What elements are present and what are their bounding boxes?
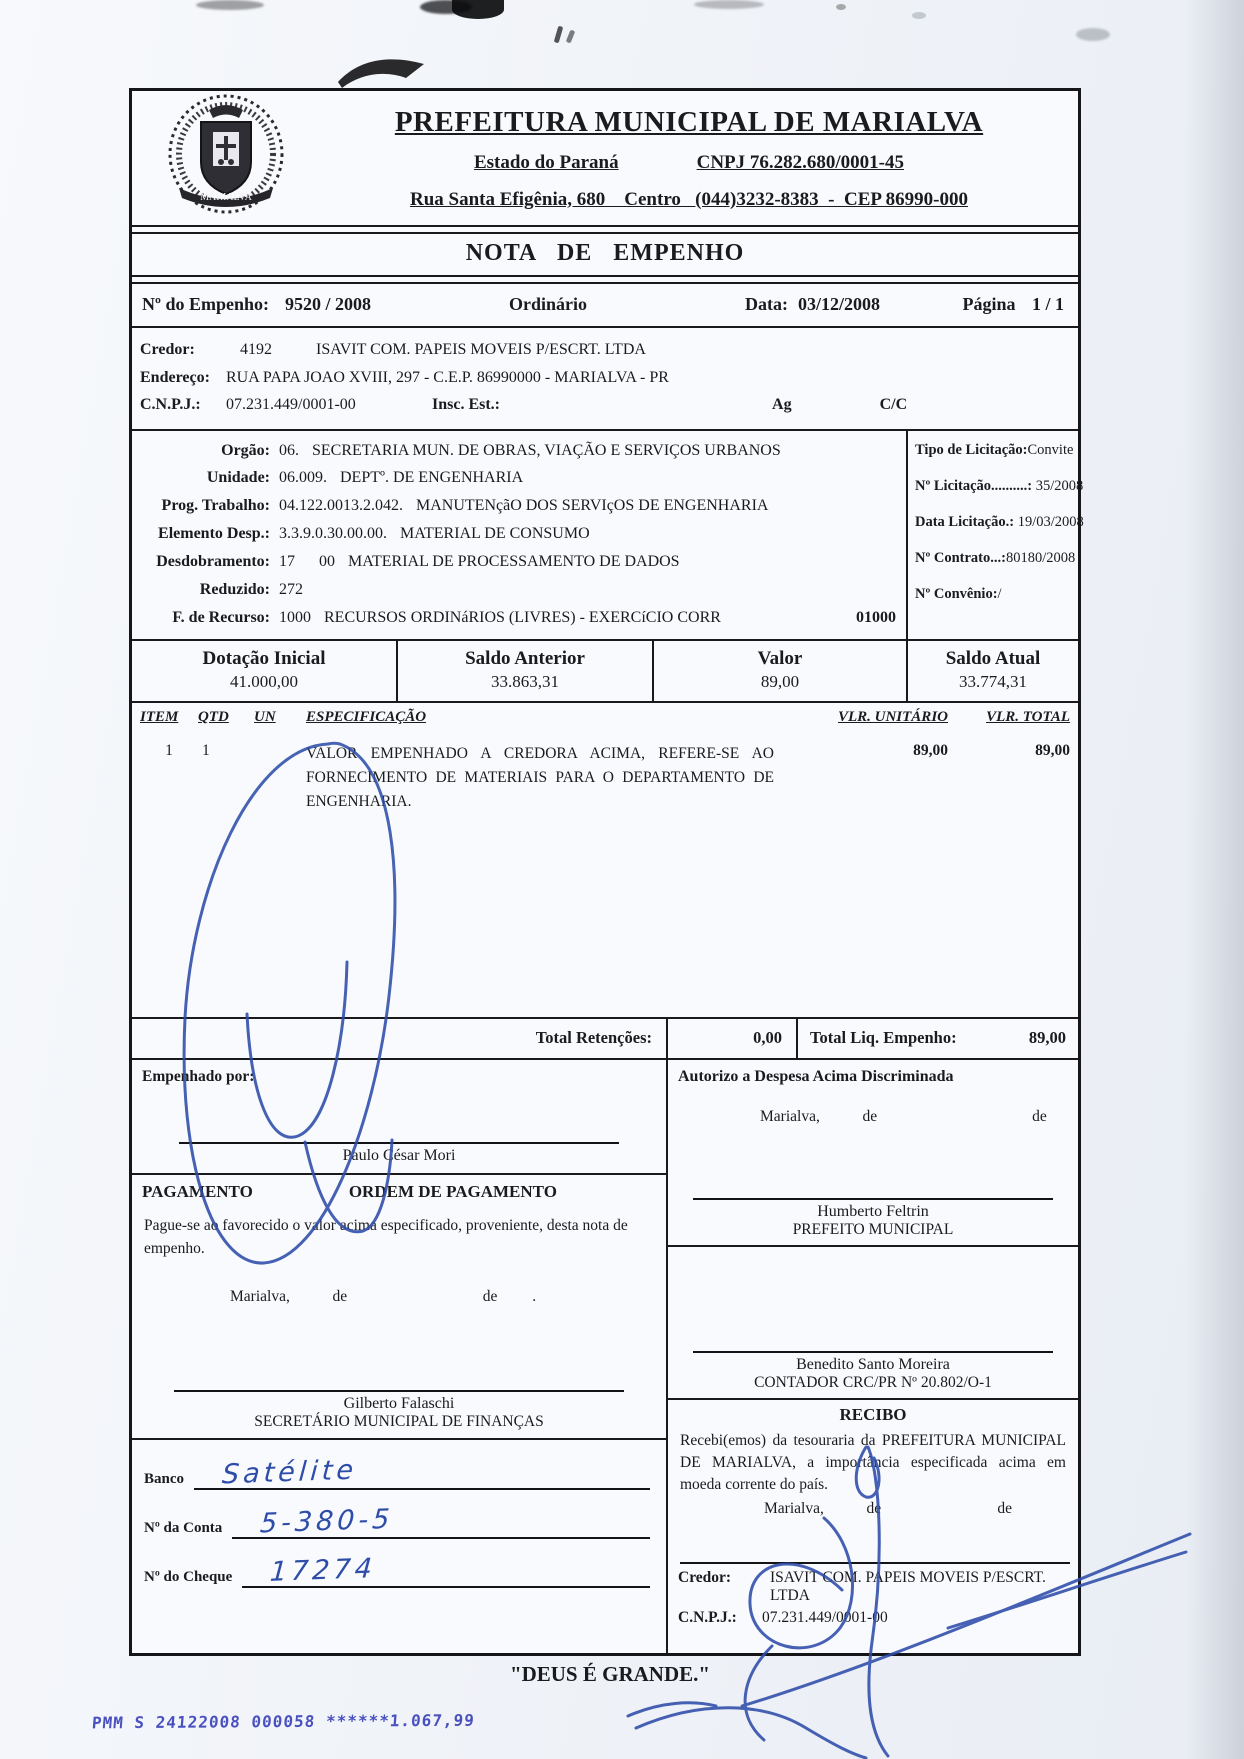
motto-text: "DEUS É GRANDE." bbox=[509, 1662, 711, 1686]
payment-title: PAGAMENTO bbox=[142, 1182, 253, 1202]
handwritten-bank-name: Satélite bbox=[220, 1454, 359, 1491]
creditor-cnpj-value: 07.231.449/0001-00 bbox=[226, 396, 356, 414]
line-label: Nº Contrato...: bbox=[915, 549, 1006, 566]
item-unit-value: 89,00 bbox=[913, 742, 948, 760]
cheque-number-label: Nº do Cheque bbox=[144, 1569, 233, 1586]
dot-matrix-print-line: PMM S 24122008 000058 ******1.067,99 bbox=[91, 1710, 476, 1733]
handwritten-cheque-number: 17274 bbox=[269, 1553, 378, 1589]
address-label: Endereço: bbox=[140, 368, 210, 386]
row-desc: MANUTENçãO DOS SERVIçOS DE ENGENHARIA bbox=[416, 497, 769, 515]
creditor-address: RUA PAPA JOAO XVIII, 297 - C.E.P. 86990000 - MARIALVA - PR bbox=[226, 368, 669, 386]
row-label: Elemento Desp.: bbox=[158, 525, 270, 543]
receipt-text: Recebi(emos) da tesouraria da PREFEITURA MUNICIPAL DE MARIALVA, a importância especificada acima em moeda corrente do país. bbox=[680, 1432, 1066, 1494]
page-value: 1 / 1 bbox=[1031, 294, 1064, 314]
bank-fields bbox=[132, 1440, 666, 1613]
balance-saldo-anterior bbox=[398, 641, 654, 701]
budget-section bbox=[132, 431, 1084, 642]
authorization-city-date-line: Marialva, de de bbox=[760, 1108, 1047, 1126]
payment-column bbox=[132, 1060, 668, 1653]
line-value: Convite bbox=[1027, 441, 1074, 458]
budget-row-elemento bbox=[132, 520, 906, 548]
signatory-name: Humberto Feltrin bbox=[817, 1203, 929, 1221]
row-code: 3.3.9.0.30.00.00. bbox=[279, 525, 387, 543]
scan-smudge bbox=[912, 12, 926, 19]
date-label: Data: bbox=[745, 294, 788, 314]
budget-row-unidade bbox=[132, 464, 906, 492]
balance-value: 33.863,31 bbox=[491, 672, 559, 692]
budget-row-desdobramento bbox=[132, 548, 906, 576]
signature-block-contador bbox=[668, 1351, 1078, 1392]
items-header bbox=[140, 709, 1070, 726]
balance-value: 33.774,31 bbox=[959, 672, 1027, 692]
agency-label: Ag bbox=[772, 396, 792, 414]
date-value: 03/12/2008 bbox=[798, 294, 881, 314]
balance-label: Saldo Anterior bbox=[465, 648, 585, 670]
receipt-creditor-label: Credor: bbox=[678, 1569, 732, 1587]
signatory-role: PREFEITO MUNICIPAL bbox=[792, 1221, 954, 1239]
signature-block-secretario bbox=[132, 1390, 666, 1431]
items-section bbox=[132, 703, 1078, 1017]
line-value: / bbox=[997, 585, 1002, 602]
col-especificacao: ESPECIFICAÇÃO bbox=[306, 709, 427, 726]
header-text-block bbox=[310, 106, 1068, 211]
col-item: ITEM bbox=[140, 709, 179, 726]
budget-row-orgao bbox=[132, 437, 906, 465]
row-label: Unidade: bbox=[206, 469, 270, 487]
bidding-number bbox=[915, 477, 1084, 495]
state-label: Estado do Paraná bbox=[473, 151, 619, 173]
row-extra-code: 01000 bbox=[856, 608, 896, 626]
payment-heading bbox=[132, 1175, 666, 1204]
creditor-name: ISAVIT COM. PAPEIS MOVEIS P/ESCRT. LTDA bbox=[316, 341, 646, 358]
bank-label: Banco bbox=[144, 1471, 185, 1488]
budget-rows bbox=[132, 431, 906, 640]
totals-row bbox=[132, 1017, 1078, 1060]
receipt-creditor-name: ISAVIT COM. PAPEIS MOVEIS P/ESCRT. LTDA bbox=[770, 1569, 1046, 1605]
contract-number bbox=[915, 549, 1076, 567]
balance-valor bbox=[654, 641, 908, 701]
item-number: 1 bbox=[165, 742, 173, 760]
retentions-value: 0,00 bbox=[668, 1019, 798, 1058]
line-value: 35/2008 bbox=[1032, 477, 1084, 494]
balance-value: 89,00 bbox=[760, 672, 800, 692]
row-desc: MATERIAL DE CONSUMO bbox=[400, 525, 590, 543]
creditor-code: 4192 bbox=[240, 341, 272, 358]
item-row bbox=[140, 742, 1070, 814]
creditor-cnpj-label: C.N.P.J.: bbox=[140, 396, 201, 414]
budget-row-recurso bbox=[132, 604, 906, 632]
bidding-type bbox=[915, 441, 1074, 459]
scan-smudge bbox=[694, 0, 764, 9]
item-qty: 1 bbox=[202, 742, 210, 760]
line-label: Tipo de Licitação: bbox=[915, 441, 1028, 458]
empenho-number-value: 9520 / 2008 bbox=[284, 294, 371, 314]
document-title: NOTA DE EMPENHO bbox=[465, 240, 745, 266]
cnpj-label: CNPJ 76.282.680/0001-45 bbox=[696, 151, 905, 173]
net-total-label: Total Liq. Empenho: bbox=[810, 1028, 957, 1048]
row-desc: SECRETARIA MUN. DE OBRAS, VIAÇÃO E SERVIÇOS URBANOS bbox=[312, 441, 781, 459]
row-desc: RECURSOS ORDINáRIOS (LIVRES) - EXERCíCIO CORR bbox=[324, 608, 721, 626]
nota-de-empenho-form bbox=[129, 88, 1084, 1656]
balance-dotacao-inicial bbox=[132, 641, 398, 701]
bidding-date bbox=[915, 513, 1084, 531]
bank-field-row bbox=[144, 1505, 650, 1539]
row-code: 272 bbox=[279, 580, 303, 598]
row-code: 1000 bbox=[279, 608, 311, 626]
bank-field-row bbox=[144, 1554, 650, 1588]
bank-fill-line bbox=[194, 1456, 650, 1490]
receipt-title: RECIBO bbox=[839, 1405, 907, 1425]
seal-banner-text: MARIALVA bbox=[200, 191, 252, 203]
row-desc: MATERIAL DE PROCESSAMENTO DE DADOS bbox=[348, 552, 680, 570]
scan-smudge bbox=[196, 0, 264, 10]
row-label: Desdobramento: bbox=[156, 552, 270, 570]
balances-row bbox=[132, 641, 1078, 703]
signatory-name: Benedito Santo Moreira bbox=[796, 1356, 950, 1374]
row-label: Orgão: bbox=[221, 441, 270, 459]
scan-smudge bbox=[1076, 28, 1110, 41]
cheque-fill-line bbox=[242, 1554, 650, 1588]
bidding-sidebar bbox=[906, 431, 1084, 640]
page-label: Página bbox=[962, 294, 1016, 314]
municipality-title: PREFEITURA MUNICIPAL DE MARIALVA bbox=[394, 105, 984, 138]
signature-block-empenhado bbox=[132, 1142, 666, 1165]
handwritten-account-number: 5-380-5 bbox=[259, 1503, 395, 1540]
creditor-label: Credor: bbox=[140, 341, 195, 358]
scan-tick-mark bbox=[566, 30, 576, 44]
line-label: Nº Convênio: bbox=[915, 585, 998, 602]
net-total-value: 89,00 bbox=[1028, 1028, 1066, 1048]
scan-tick-mark bbox=[554, 26, 563, 44]
empenho-number-row bbox=[132, 282, 1078, 328]
receipt-city-date-line: Marialva, de de bbox=[764, 1500, 1012, 1518]
row-code: 04.122.0013.2.042. bbox=[279, 497, 403, 515]
col-vlr-unitario: VLR. UNITÁRIO bbox=[837, 709, 948, 726]
line-label: Data Licitação.: bbox=[915, 513, 1015, 530]
balance-saldo-atual bbox=[908, 641, 1078, 701]
receipt-cnpj-label: C.N.P.J.: bbox=[678, 1609, 737, 1627]
form-header bbox=[132, 91, 1078, 227]
balance-value: 41.000,00 bbox=[230, 672, 298, 692]
account-fill-line bbox=[232, 1505, 650, 1539]
scan-edge-shadow bbox=[1184, 0, 1244, 1759]
signature-block-prefeito bbox=[668, 1198, 1078, 1239]
committed-by-label: Empenhado por: bbox=[142, 1068, 255, 1086]
receipt-cnpj-value: 07.231.449/0001-00 bbox=[762, 1609, 888, 1627]
col-un: UN bbox=[254, 709, 276, 726]
line-label: Nº Licitação..........: bbox=[915, 477, 1033, 494]
row-label: Prog. Trabalho: bbox=[161, 497, 270, 515]
row-label: Reduzido: bbox=[199, 580, 270, 598]
creditor-section bbox=[132, 328, 1078, 431]
scan-smudge bbox=[452, 0, 504, 19]
row-label: F. de Recurso: bbox=[172, 608, 270, 626]
coat-of-arms-icon bbox=[151, 92, 301, 220]
col-qtd: QTD bbox=[198, 709, 229, 726]
authorization-column bbox=[668, 1060, 1078, 1653]
municipal-seal bbox=[142, 92, 310, 225]
payment-order-text: Pague-se ao favorecido o valor acima especificado, proveniente, desta nota de empenho. bbox=[144, 1217, 628, 1257]
signatures-section bbox=[132, 1060, 1078, 1653]
page-indicator bbox=[962, 294, 1068, 315]
balance-label: Dotação Inicial bbox=[202, 648, 326, 670]
row-code: 06. bbox=[279, 441, 299, 459]
signatory-name: Paulo César Mori bbox=[342, 1147, 456, 1165]
receipt-creditor-block bbox=[668, 1562, 1078, 1629]
empenho-number-label: Nº do Empenho: bbox=[142, 294, 269, 314]
line-value: 80180/2008 bbox=[1005, 549, 1076, 566]
payment-city-date-line: Marialva, de de . bbox=[230, 1288, 537, 1306]
line-value: 19/03/2008 bbox=[1014, 513, 1084, 530]
row-code: 06.009. bbox=[279, 469, 327, 487]
item-total-value: 89,00 bbox=[1035, 742, 1070, 760]
row-desc: DEPTº. DE ENGENHARIA bbox=[340, 469, 524, 487]
col-vlr-total: VLR. TOTAL bbox=[986, 709, 1070, 726]
scan-smudge bbox=[836, 4, 846, 10]
document-title-band bbox=[132, 232, 1078, 277]
authorization-title: Autorizo a Despesa Acima Discriminada bbox=[678, 1068, 954, 1086]
signatory-role: CONTADOR CRC/PR Nº 20.802/O-1 bbox=[754, 1374, 992, 1392]
budget-row-reduzido bbox=[132, 576, 906, 604]
net-total-cell bbox=[798, 1019, 1078, 1058]
payment-order-title: ORDEM DE PAGAMENTO bbox=[348, 1182, 557, 1202]
empenho-type: Ordinário bbox=[508, 294, 587, 314]
retentions-label: Total Retenções: bbox=[132, 1019, 668, 1058]
balance-label: Valor bbox=[757, 648, 803, 670]
budget-row-prog-trabalho bbox=[132, 492, 906, 520]
state-registration-label: Insc. Est.: bbox=[432, 396, 501, 414]
balance-label: Saldo Atual bbox=[945, 648, 1041, 670]
address-line: Rua Santa Efigênia, 680 Centro (044)3232-8383 - CEP 86990-000 bbox=[409, 188, 969, 210]
signatory-name: Gilberto Falaschi bbox=[343, 1395, 455, 1413]
account-number-label: Nº da Conta bbox=[144, 1520, 223, 1537]
agreement-number bbox=[915, 586, 1071, 603]
item-description: VALOR EMPENHADO A CREDORA ACIMA, REFERE-SE AO FORNECIMENTO DE MATERIAIS PARA O DEPARTAMENTO DE ENGENHARIA. bbox=[306, 745, 774, 811]
signatory-role: SECRETÁRIO MUNICIPAL DE FINANÇAS bbox=[254, 1413, 544, 1431]
account-label: C/C bbox=[879, 396, 908, 414]
bank-field-row bbox=[144, 1456, 650, 1490]
row-code: 17 00 bbox=[279, 552, 335, 570]
